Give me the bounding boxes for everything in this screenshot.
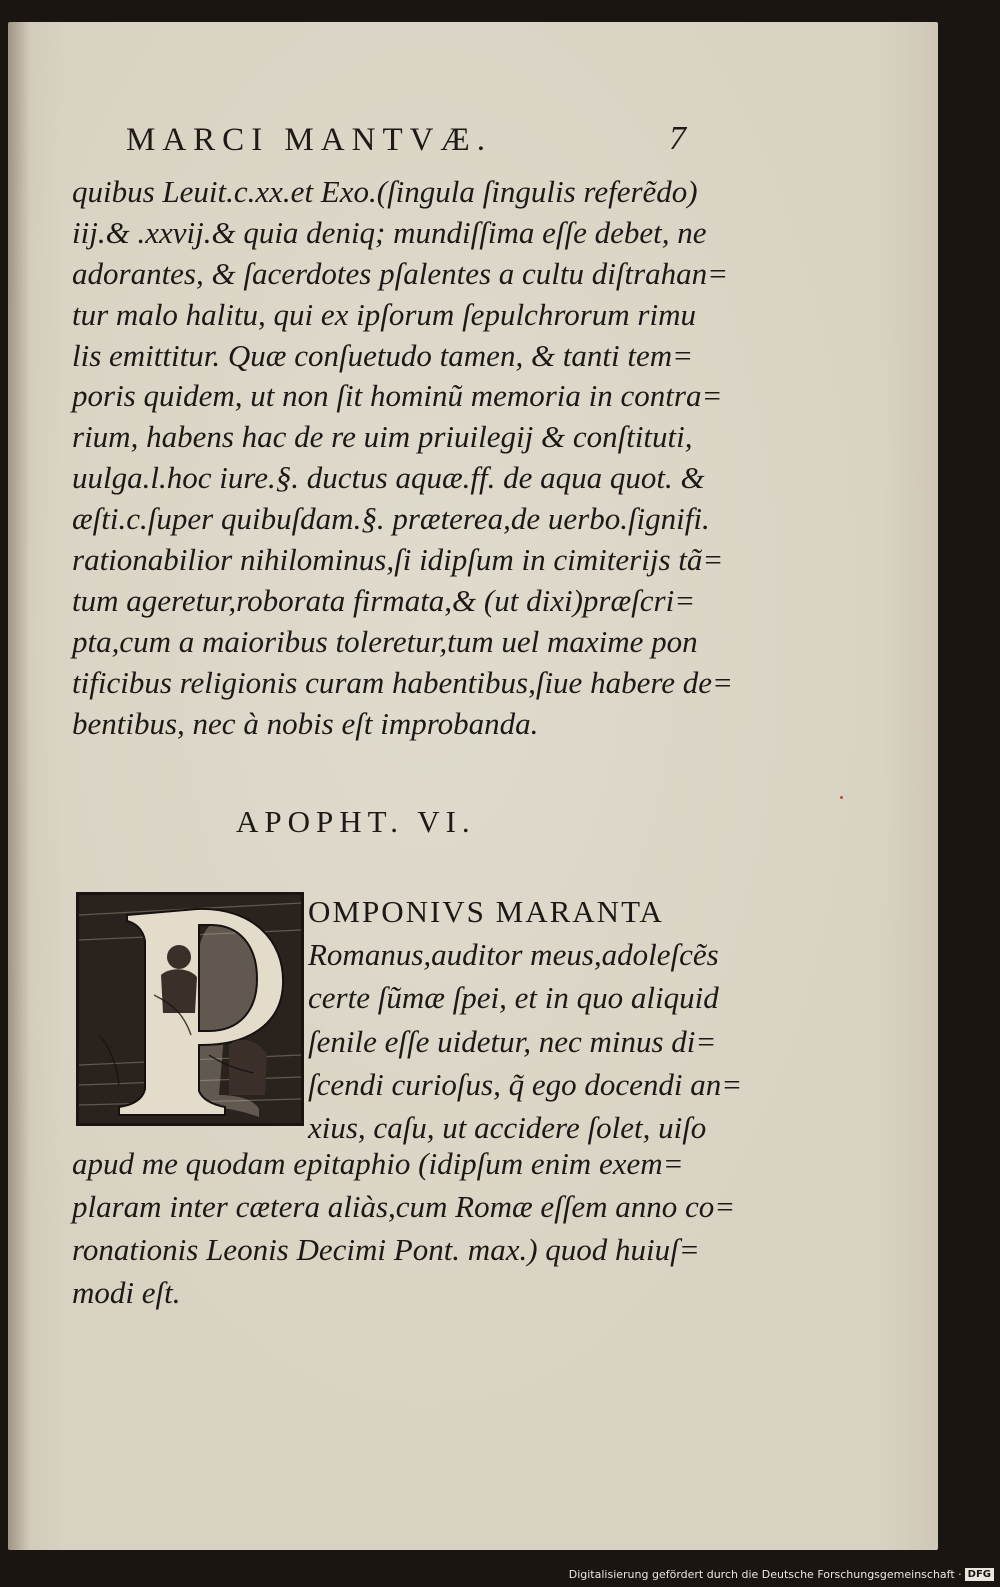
running-head [126, 122, 686, 159]
text-line: uulga.l.hoc iure.§. ductus aquæ.ff. de aqua quot. & [72, 460, 705, 496]
text-line: certe ſũmæ ſpei, et in quo aliquid [308, 980, 719, 1016]
text-line: ronationis Leonis Decimi Pont. max.) quod huiuſ= [72, 1232, 700, 1267]
text-line: apud me quodam epitaphio (idipſum enim exem= [72, 1146, 684, 1181]
text-line: Romanus,auditor meus,adoleſcẽs [308, 937, 719, 973]
text-line: ſcendi curioſus, q̃ ego docendi an= [308, 1066, 743, 1102]
text-line: bentibus, nec à nobis eſt improbanda. [72, 705, 539, 741]
text-line: adorantes, & ſacerdotes pſalentes a cultu diſtrahan= [72, 255, 729, 291]
woodcut-illustration [79, 895, 301, 1123]
book-page [8, 22, 938, 1550]
text-line: tur malo halitu, qui ex ipſorum ſepulchrorum rimu [72, 296, 696, 332]
paragraph-2 [308, 890, 743, 1149]
digitization-footer [569, 1565, 994, 1583]
spine-shadow [8, 22, 30, 1550]
text-line: plaram inter cætera aliàs,cum Romæ eſſem anno co= [72, 1189, 736, 1224]
woodcut-initial [76, 892, 304, 1126]
paragraph-3 [72, 1142, 736, 1314]
funding-credit: Digitalisierung gefördert durch die Deutsche Forschungsgemeinschaft · [568, 1567, 962, 1581]
text-line: rationabilior nihilominus,ſi idipſum in cimiterijs tã= [72, 542, 724, 578]
text-line: rium, habens hac de re uim priuilegij & conſtituti, [72, 419, 693, 455]
text-line: iij.& .xxvij.& quia deniq; mundiſſima eſſe debet, ne [72, 214, 707, 250]
section-heading: APOPHT. VI. [236, 804, 476, 839]
text-line: quibus Leuit.c.xx.et Exo.(ſingula ſingulis referẽdo) [72, 174, 698, 209]
text-line: poris quidem, ut non ſit hominũ memoria in contra= [72, 378, 723, 414]
text-line: OMPONIVS MARANTA [308, 894, 664, 929]
paper-speck [840, 796, 843, 799]
text-line: lis emittitur. Quæ conſuetudo tamen, & tanti tem= [72, 337, 694, 373]
text-line: ſenile eſſe uidetur, nec minus di= [308, 1023, 717, 1059]
running-title: MARCI MANTVÆ. [126, 122, 493, 158]
paragraph-1 [72, 172, 732, 744]
text-line: tum ageretur,roborata firmata,& (ut dixi)præſcri= [72, 582, 696, 618]
text-line: pta,cum a maioribus toleretur,tum uel maxime pon [72, 623, 698, 659]
page-number: 7 [669, 120, 686, 157]
text-line: tificibus religionis curam habentibus,ſiue habere de= [72, 664, 733, 700]
text-line: modi eſt. [72, 1275, 181, 1310]
text-line: xius, caſu, ut accidere ſolet, uiſo [308, 1109, 707, 1145]
text-line: æſti.c.ſuper quibuſdam.§. præterea,de uerbo.ſignifi. [72, 501, 710, 537]
dfg-logo: DFG [965, 1568, 994, 1581]
